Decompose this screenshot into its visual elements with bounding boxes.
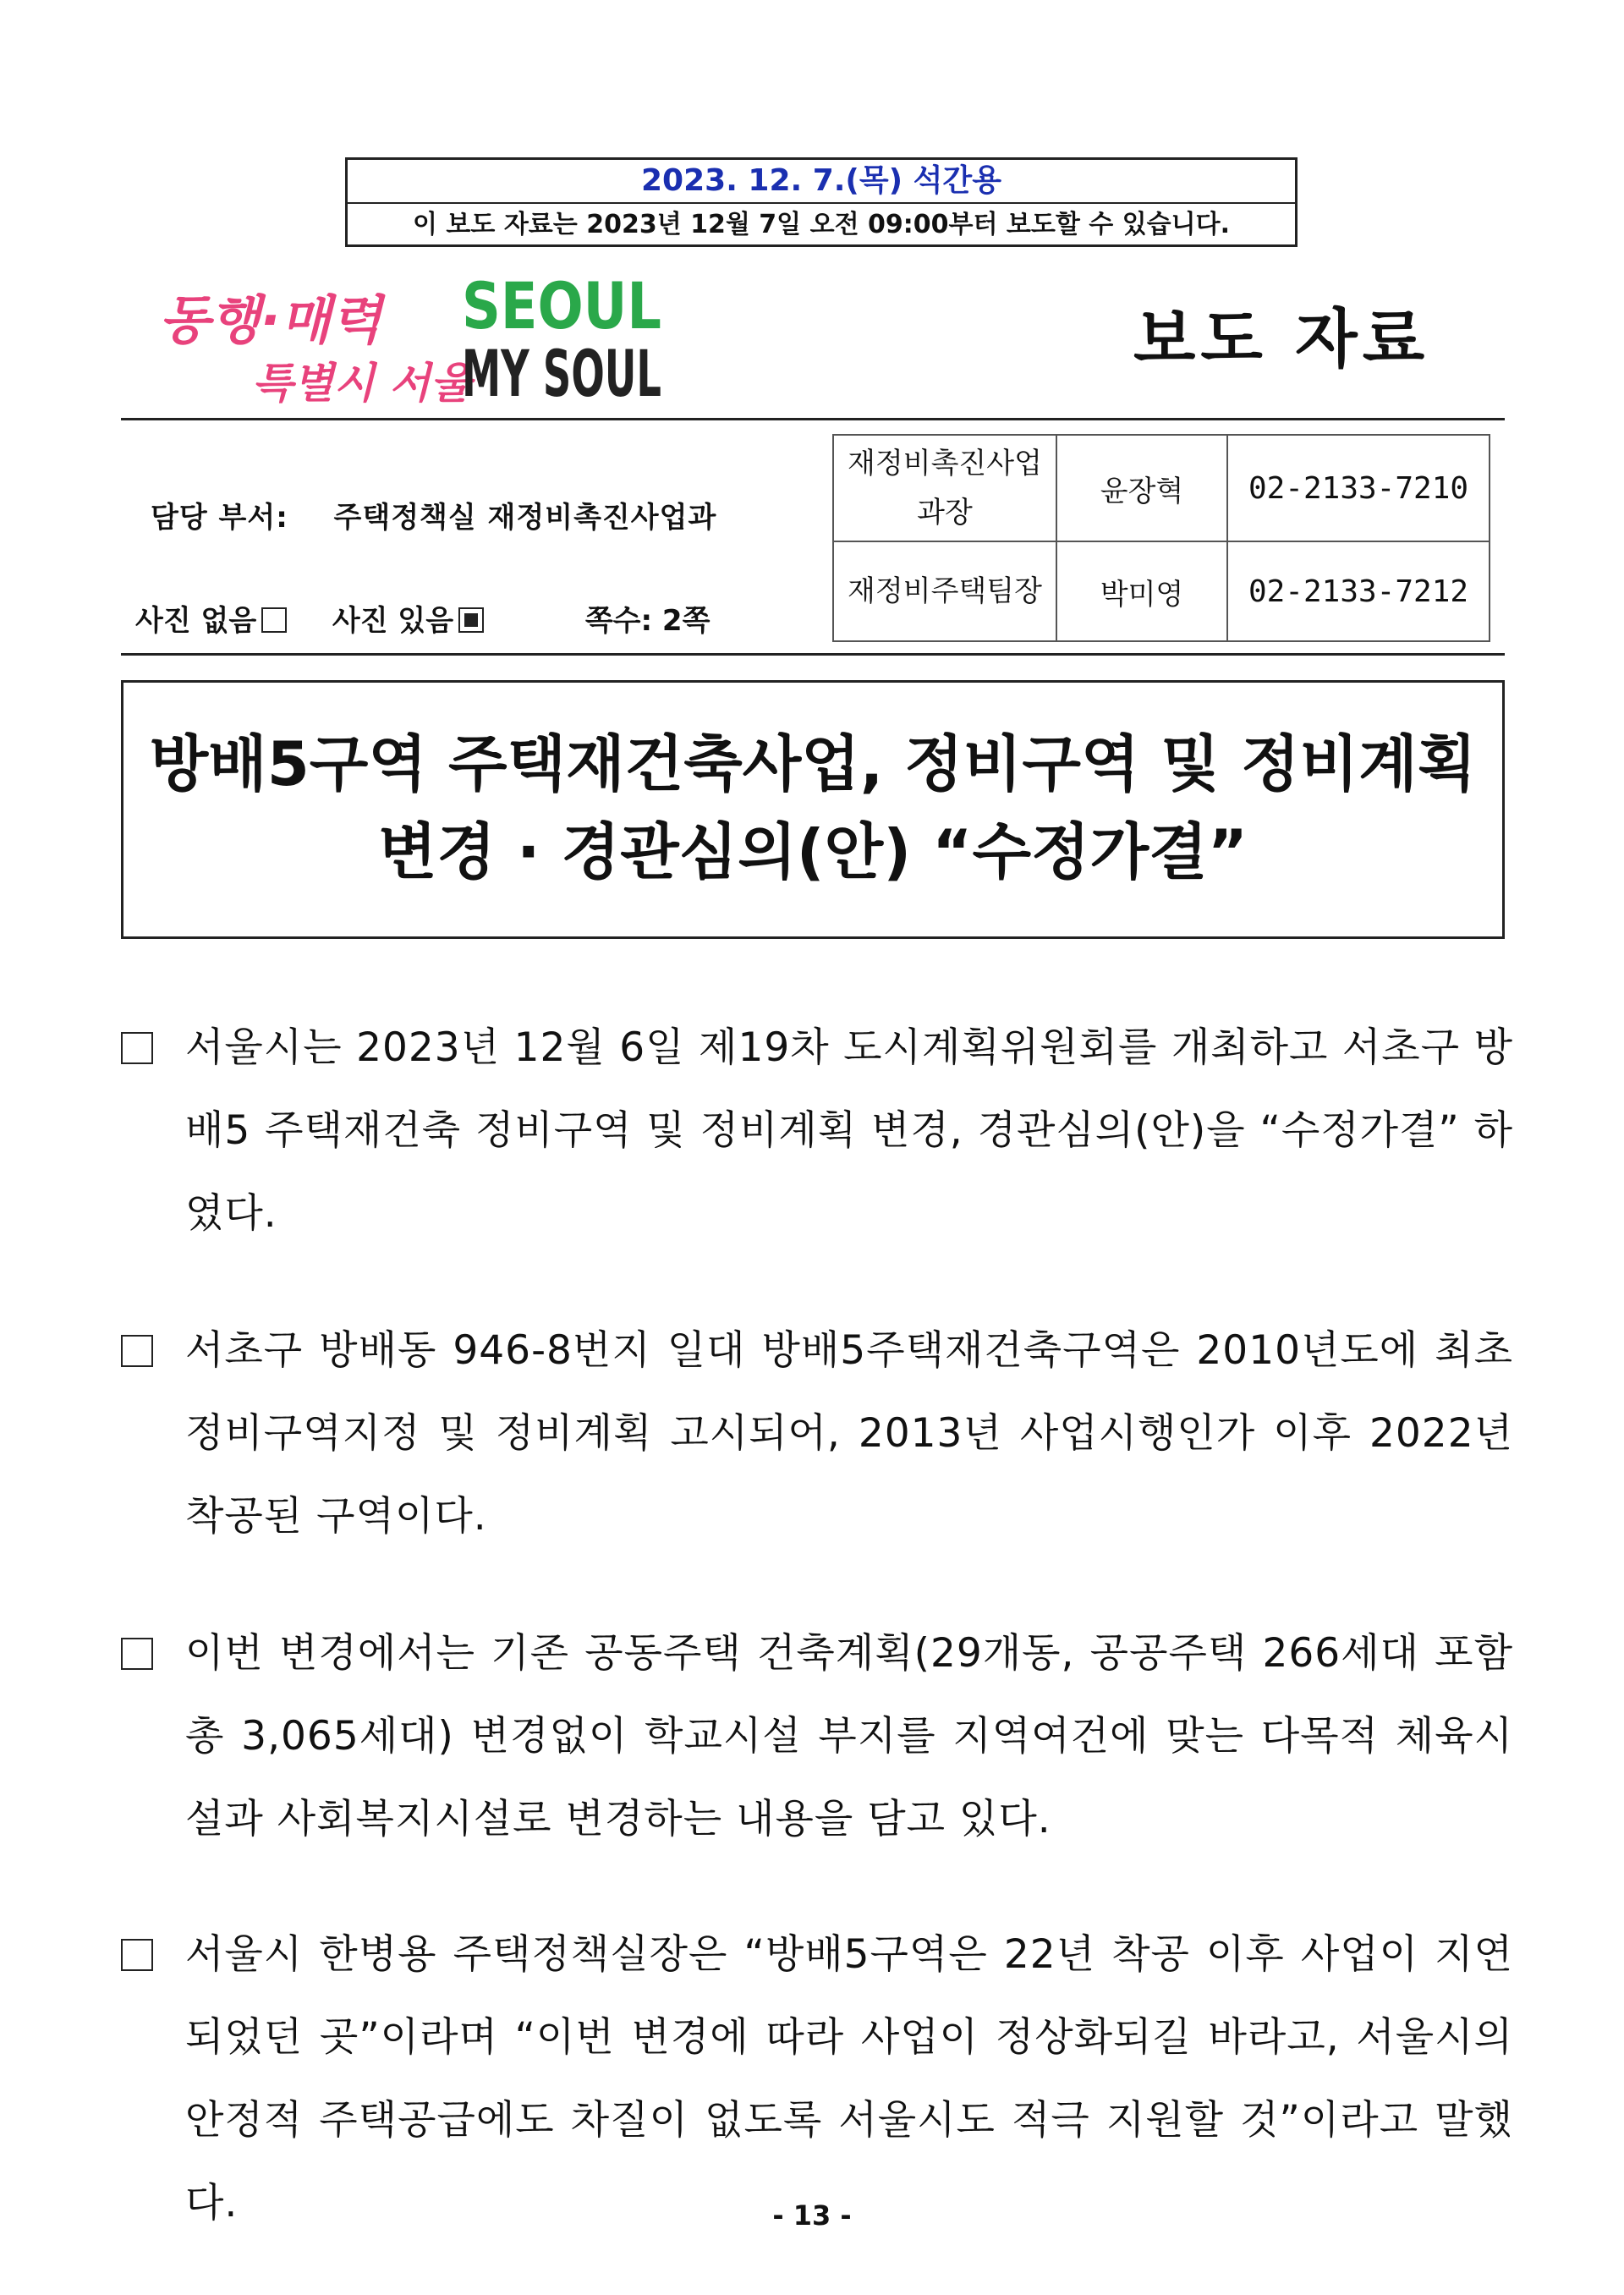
headline-box xyxy=(121,680,1505,939)
table-row xyxy=(833,541,1490,641)
paragraph-1 xyxy=(121,1007,1517,1255)
paragraph-text: 서초구 방배동 946-8번지 일대 방배5주택재건축구역은 2010년도에 최초 정비구역지정 및 정비계획 고시되어, 2013년 사업시행인가 이후 2022년 착공된 구역이다. xyxy=(185,1327,1513,1540)
no-photo-label: 사진 없음 xyxy=(135,604,257,638)
seoul-slogan-logo xyxy=(151,279,471,408)
square-bullet-icon xyxy=(121,1032,153,1064)
paragraph-2 xyxy=(121,1309,1517,1558)
seoul-my-soul-logo xyxy=(457,268,668,411)
middle-divider xyxy=(121,653,1505,656)
page-number: - 13 - xyxy=(772,2199,852,2232)
paragraph-4 xyxy=(121,1913,1517,2245)
contact-phone: 02-2133-7212 xyxy=(1227,541,1490,641)
checkbox-empty-icon xyxy=(261,607,287,633)
headline-line2: 변경 · 경관심의(안) “수정가결” xyxy=(377,816,1248,887)
paragraph-text: 서울시 한병용 주택정책실장은 “방배5구역은 22년 착공 이후 사업이 지연 되었던 곳”이라며 “이번 변경에 따라 사업이 정상화되길 바라고, 서울시의 안정적 주택공급에도 차질이 없도록 서울시도 적극 지원할 것”이라고 말했다. xyxy=(185,1931,1513,2226)
headline-line1: 방배5구역 주택재건축사업, 정비구역 및 정비계획 xyxy=(149,728,1477,799)
contact-role: 재정비주택팀장 xyxy=(833,541,1056,641)
square-bullet-icon xyxy=(121,1638,153,1670)
photo-info xyxy=(135,597,710,639)
paragraph-text: 서울시는 2023년 12월 6일 제19차 도시계획위원회를 개최하고 서초구 방배5 주택재건축 정비구역 및 정비계획 변경, 경관심의(안)을 “수정가결” 하였다. xyxy=(185,1024,1513,1237)
department-label: 담당 부서: xyxy=(151,501,288,535)
table-row xyxy=(833,435,1490,541)
checkbox-filled-icon xyxy=(458,607,484,633)
paragraph-text: 이번 변경에서는 기존 공동주택 건축계획(29개동, 공공주택 266세대 포함 총 3,065세대) 변경없이 학교시설 부지를 지역여건에 맞는 다목적 체육시설과 사회복지시설로 변경하는 내용을 담고 있다. xyxy=(185,1630,1513,1842)
contact-phone: 02-2133-7210 xyxy=(1227,435,1490,541)
embargo-box xyxy=(345,157,1298,247)
embargo-date: 2023. 12. 7.(목) 석간용 xyxy=(348,160,1295,204)
top-divider xyxy=(121,418,1505,420)
square-bullet-icon xyxy=(121,1939,153,1971)
paragraph-3 xyxy=(121,1612,1517,1861)
press-release-title: 보도 자료 xyxy=(1133,301,1430,376)
contact-name: 박미영 xyxy=(1056,541,1227,641)
contact-name: 윤장혁 xyxy=(1056,435,1227,541)
brand-line2: MY SOUL xyxy=(462,336,661,411)
has-photo-label: 사진 있음 xyxy=(332,604,454,638)
brand-line1: SEOUL xyxy=(462,268,661,343)
slogan-line2: 특별시 서울 xyxy=(252,359,471,408)
contact-role: 재정비촉진사업 과장 xyxy=(833,435,1056,541)
page-count: 쪽수: 2쪽 xyxy=(584,604,710,638)
embargo-notice: 이 보도 자료는 2023년 12월 7일 오전 09:00부터 보도할 수 있습니다. xyxy=(412,210,1231,239)
slogan-line1: 동행·매력 xyxy=(159,289,382,351)
department-info xyxy=(151,494,716,535)
square-bullet-icon xyxy=(121,1335,153,1367)
department-value: 주택정책실 재정비촉진사업과 xyxy=(333,501,717,535)
contacts-table xyxy=(832,434,1490,642)
